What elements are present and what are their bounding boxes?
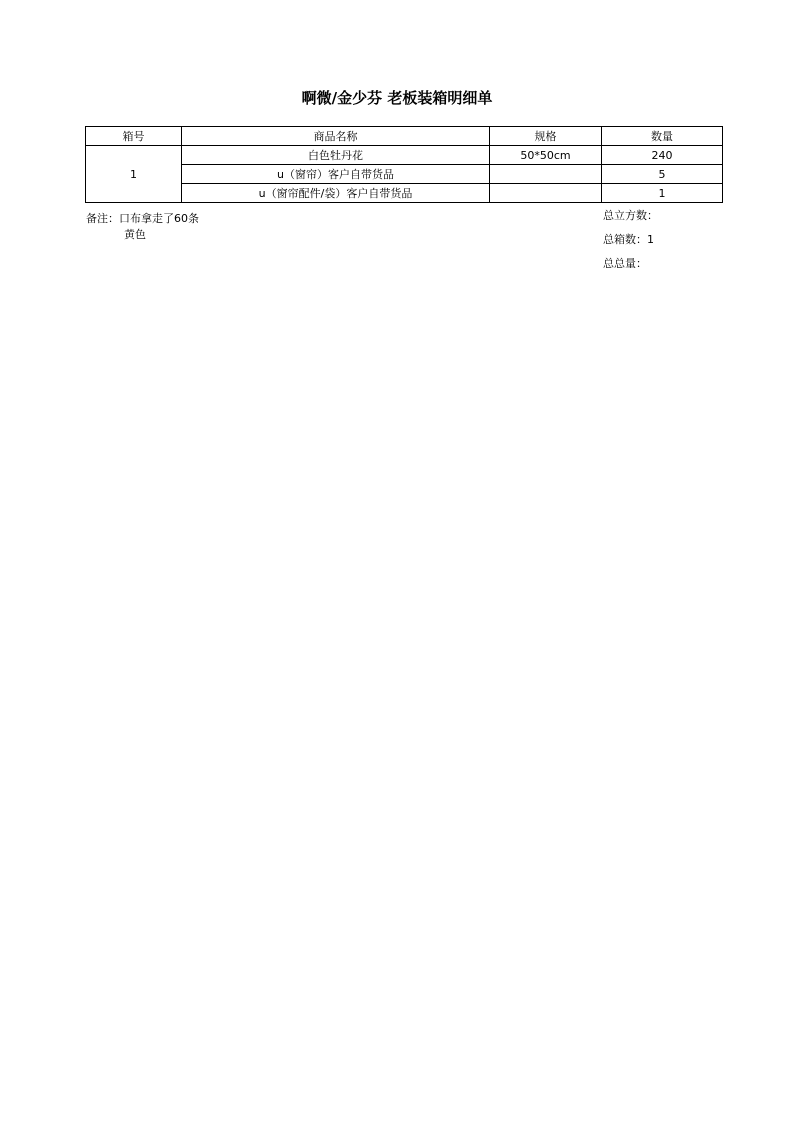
remarks-text: 口布拿走了60条 — [119, 212, 199, 225]
total-boxes-row — [603, 232, 658, 256]
quantity-cell: 240 — [602, 146, 723, 165]
remarks-line-2: 黄色 — [124, 228, 146, 241]
remarks-label: 备注： — [86, 212, 119, 225]
column-header-product-name: 商品名称 — [182, 127, 490, 146]
totals-section — [603, 208, 658, 280]
total-weight-label: 总总量： — [603, 257, 647, 270]
table-row — [86, 165, 723, 184]
total-boxes-label: 总箱数： — [603, 233, 647, 246]
column-header-spec: 规格 — [490, 127, 602, 146]
table-row — [86, 146, 723, 165]
remarks-section — [86, 211, 199, 243]
page-title: 啊微/金少芬 老板装箱明细单 — [301, 89, 493, 107]
spec-cell — [490, 165, 602, 184]
total-boxes-value: 1 — [647, 233, 654, 246]
column-header-box-number: 箱号 — [86, 127, 182, 146]
quantity-cell: 1 — [602, 184, 723, 203]
spec-cell: 50*50cm — [490, 146, 602, 165]
spec-cell — [490, 184, 602, 203]
box-number-cell: 1 — [86, 146, 182, 203]
quantity-cell: 5 — [602, 165, 723, 184]
product-name-cell: u（窗帘）客户自带货品 — [182, 165, 490, 184]
product-name-cell: u（窗帘配件/袋）客户自带货品 — [182, 184, 490, 203]
table-row — [86, 184, 723, 203]
total-volume-label: 总立方数： — [603, 209, 658, 222]
packing-list-table — [85, 126, 723, 203]
column-header-quantity: 数量 — [602, 127, 723, 146]
table-header-row — [86, 127, 723, 146]
product-name-cell: 白色牡丹花 — [182, 146, 490, 165]
remarks-line-1 — [86, 211, 199, 227]
